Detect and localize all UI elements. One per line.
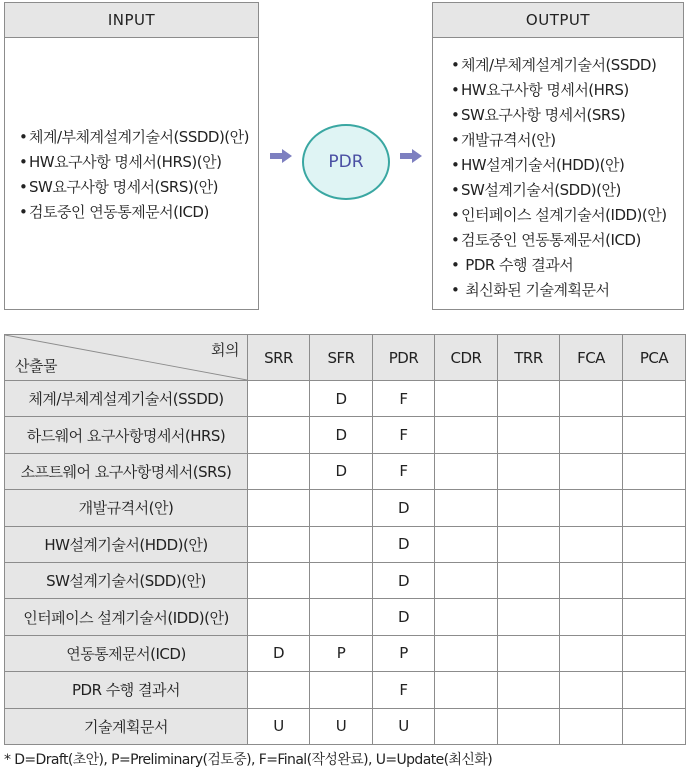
matrix-header-row [5, 335, 686, 381]
table-cell [310, 672, 373, 708]
input-item [19, 175, 252, 200]
table-cell: F [373, 417, 435, 453]
table-row [5, 381, 686, 417]
table-cell [623, 453, 686, 489]
table-cell [435, 672, 498, 708]
table-cell [248, 526, 310, 562]
table-cell: P [310, 635, 373, 671]
table-cell [435, 635, 498, 671]
output-item [451, 253, 677, 278]
table-row [5, 635, 686, 671]
table-row [5, 526, 686, 562]
row-label: 기술계획문서 [5, 708, 248, 744]
table-row [5, 417, 686, 453]
table-cell [560, 672, 623, 708]
table-cell [435, 526, 498, 562]
table-cell [248, 490, 310, 526]
output-item-text: HW설계기술서(HDD)(안) [461, 156, 625, 174]
row-label: 소프트웨어 요구사항명세서(SRS) [5, 453, 248, 489]
output-item-text: 검토중인 연동통제문서(ICD) [461, 231, 641, 249]
table-cell: D [373, 599, 435, 635]
table-row [5, 672, 686, 708]
table-cell: D [373, 526, 435, 562]
input-item [19, 125, 252, 150]
table-cell [435, 562, 498, 598]
table-cell: F [373, 672, 435, 708]
output-item [451, 103, 677, 128]
matrix-body [5, 381, 686, 745]
input-item [19, 200, 252, 225]
bullet-icon: • [19, 153, 28, 171]
table-cell [498, 453, 560, 489]
table-row [5, 490, 686, 526]
table-cell [560, 526, 623, 562]
row-label: 연동통제문서(ICD) [5, 635, 248, 671]
table-cell: P [373, 635, 435, 671]
footnote: * D=Draft(초안), P=Preliminary(검토중), F=Final(작성완료), U=Update(최신화) [4, 752, 493, 768]
bullet-icon: • [451, 56, 460, 74]
input-title: INPUT [5, 3, 258, 38]
arrow-right-icon [400, 149, 422, 163]
table-cell [623, 417, 686, 453]
input-item-text: 체계/부체계설계기술서(SSDD)(안) [29, 128, 249, 146]
output-item-text: 인터페이스 설계기술서(IDD)(안) [461, 206, 667, 224]
table-cell: D [310, 417, 373, 453]
input-item-text: HW요구사항 명세서(HRS)(안) [29, 153, 222, 171]
corner-top-label: 회의 [211, 341, 239, 359]
input-list [19, 125, 252, 225]
table-cell [498, 490, 560, 526]
output-item [451, 53, 677, 78]
bullet-icon: • [451, 181, 460, 199]
row-label: 체계/부체계설계기술서(SSDD) [5, 381, 248, 417]
table-cell [310, 526, 373, 562]
output-item-text: SW설계기술서(SDD)(안) [461, 181, 621, 199]
table-cell [498, 417, 560, 453]
table-cell: U [310, 708, 373, 744]
table-cell [310, 599, 373, 635]
table-cell [560, 708, 623, 744]
column-header: SFR [310, 335, 373, 381]
output-item-text: PDR 수행 결과서 [461, 256, 574, 274]
table-cell [248, 417, 310, 453]
matrix-corner [5, 335, 248, 381]
output-item [451, 78, 677, 103]
deliverables-matrix [4, 334, 686, 745]
row-label: HW설계기술서(HDD)(안) [5, 526, 248, 562]
table-row [5, 562, 686, 598]
input-box [4, 2, 259, 310]
output-box [432, 2, 684, 310]
bullet-icon: • [451, 206, 460, 224]
pdr-label: PDR [328, 152, 364, 172]
bullet-icon: • [451, 231, 460, 249]
output-item-text: HW요구사항 명세서(HRS) [461, 81, 629, 99]
table-cell [435, 599, 498, 635]
table-cell [498, 708, 560, 744]
table-cell [435, 490, 498, 526]
table-cell: D [310, 453, 373, 489]
table-cell [623, 708, 686, 744]
row-label: 인터페이스 설계기술서(IDD)(안) [5, 599, 248, 635]
table-cell [310, 562, 373, 598]
output-item-text: 개발규격서(안) [461, 131, 556, 149]
table-cell: F [373, 381, 435, 417]
output-item [451, 178, 677, 203]
table-cell: F [373, 453, 435, 489]
table-cell [498, 599, 560, 635]
table-cell: D [373, 562, 435, 598]
table-cell [435, 708, 498, 744]
table-cell [310, 490, 373, 526]
input-item-text: 검토중인 연동통제문서(ICD) [29, 203, 209, 221]
pdr-circle [302, 124, 390, 200]
table-cell: U [248, 708, 310, 744]
table-cell [623, 672, 686, 708]
output-title: OUTPUT [433, 3, 683, 38]
row-label: SW설계기술서(SDD)(안) [5, 562, 248, 598]
table-cell [248, 453, 310, 489]
table-cell [623, 599, 686, 635]
bullet-icon: • [451, 281, 460, 299]
output-item [451, 228, 677, 253]
row-label: 하드웨어 요구사항명세서(HRS) [5, 417, 248, 453]
table-cell: D [248, 635, 310, 671]
table-cell [560, 381, 623, 417]
bullet-icon: • [19, 128, 28, 146]
table-cell [435, 453, 498, 489]
table-cell: D [310, 381, 373, 417]
table-row [5, 599, 686, 635]
corner-bottom-label: 산출물 [15, 357, 57, 375]
output-item [451, 278, 677, 303]
bullet-icon: • [19, 203, 28, 221]
table-cell [248, 672, 310, 708]
table-cell [560, 635, 623, 671]
table-cell [248, 599, 310, 635]
bullet-icon: • [451, 81, 460, 99]
output-item-text: 체계/부체계설계기술서(SSDD) [461, 56, 657, 74]
table-cell [498, 562, 560, 598]
row-label: 개발규격서(안) [5, 490, 248, 526]
bullet-icon: • [451, 156, 460, 174]
table-cell [498, 672, 560, 708]
table-cell [560, 453, 623, 489]
arrow-right-icon [270, 149, 292, 163]
table-cell [623, 562, 686, 598]
column-header: TRR [498, 335, 560, 381]
table-cell [248, 562, 310, 598]
input-item-text: SW요구사항 명세서(SRS)(안) [29, 178, 218, 196]
output-item [451, 128, 677, 153]
table-cell [498, 526, 560, 562]
column-header: FCA [560, 335, 623, 381]
table-row [5, 453, 686, 489]
table-cell [435, 381, 498, 417]
output-item [451, 153, 677, 178]
table-cell [560, 599, 623, 635]
output-item-text: 최신화된 기술계획문서 [461, 281, 610, 299]
bullet-icon: • [19, 178, 28, 196]
table-cell [623, 635, 686, 671]
table-cell [248, 381, 310, 417]
table-cell [560, 490, 623, 526]
bullet-icon: • [451, 106, 460, 124]
table-cell [623, 381, 686, 417]
table-cell [560, 417, 623, 453]
table-cell [623, 526, 686, 562]
table-cell [435, 417, 498, 453]
table-cell [498, 635, 560, 671]
input-item [19, 150, 252, 175]
table-cell [623, 490, 686, 526]
output-item [451, 203, 677, 228]
column-header: SRR [248, 335, 310, 381]
table-cell [560, 562, 623, 598]
row-label: PDR 수행 결과서 [5, 672, 248, 708]
table-cell: D [373, 490, 435, 526]
table-cell [498, 381, 560, 417]
output-list [451, 53, 677, 303]
table-cell: U [373, 708, 435, 744]
column-header: PDR [373, 335, 435, 381]
bullet-icon: • [451, 131, 460, 149]
output-item-text: SW요구사항 명세서(SRS) [461, 106, 626, 124]
table-row [5, 708, 686, 744]
column-header: PCA [623, 335, 686, 381]
column-header: CDR [435, 335, 498, 381]
bullet-icon: • [451, 256, 460, 274]
